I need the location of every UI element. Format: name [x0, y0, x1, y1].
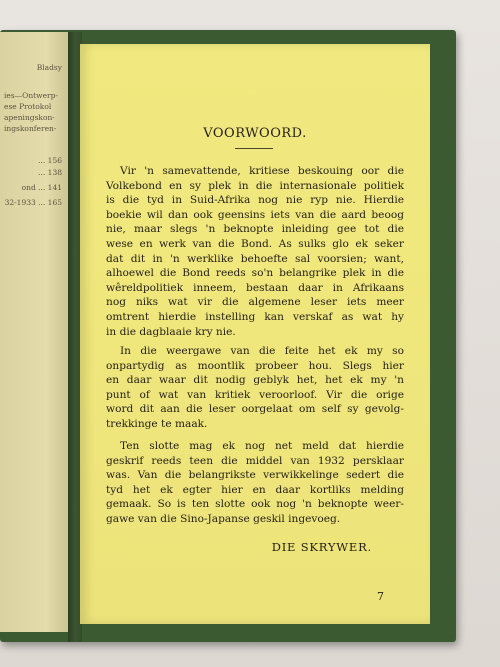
title-divider: [235, 148, 273, 149]
text-line: nog niks wat vir die algemene leser iets meer: [106, 296, 404, 309]
left-page-line: ese Protokol: [4, 102, 52, 111]
left-page-line: 32-1933 ... 165: [4, 198, 62, 207]
text-line: in die dagblaaie kry nie.: [106, 325, 236, 338]
paragraph-1: [106, 164, 404, 339]
text-line: wêreldpolitiek inneem, bestaan daar in Afrikaans: [106, 281, 404, 294]
text-line: gawe van die Sino-Japanse geskil ingevoeg.: [106, 512, 341, 525]
left-page-line: ingskonferen-: [4, 124, 57, 133]
text-line: geskrif reeds teen die middel van 1932 persklaar: [106, 454, 404, 467]
text-line: is die tyd in Suid-Afrika nog nie ryp nie. Hierdie: [106, 194, 404, 207]
text-line: en daar waar dit nodig geblyk het, het ek my 'n: [106, 374, 404, 387]
left-page-line: ies—Ontwerp-: [4, 91, 58, 100]
text-line: trekkinge te maak.: [106, 417, 208, 430]
text-line: Vir 'n samevattende, kritiese beskouing oor die: [120, 165, 404, 177]
text-line: In die weergawe van die feite het ek my so: [120, 345, 404, 357]
text-line: alhoewel die Bond reeds so'n belangrike plek in die: [106, 267, 404, 280]
paragraph-3: [106, 439, 404, 527]
left-page-line: apeningskon-: [4, 113, 55, 122]
page-number: 7: [377, 590, 384, 603]
left-page-line: Bladsy: [36, 63, 62, 72]
text-line: gemaak. So is ten slotte ook nog 'n beknopte weer-: [106, 498, 404, 511]
left-page-line: ... 138: [38, 168, 62, 177]
text-line: nie, maar slegs 'n beknopte inleiding gee tot die: [106, 223, 404, 236]
left-page-contents: [0, 32, 68, 632]
signature: DIE SKRYWER.: [271, 540, 372, 554]
text-line: wese en werk van die Bond. As sulks glo ek seker: [106, 237, 404, 250]
text-line: boekie wil dan ook geensins iets van die aard beoog: [106, 208, 404, 221]
text-line: tyd het ek egter hier en daar kortliks melding: [106, 483, 404, 496]
paragraph-2: [106, 344, 404, 432]
text-line: was. Van die belangrikste verwikkelinge sedert die: [106, 469, 404, 482]
text-line: word dit aan die leser oorgelaat om self sy gevolg-: [106, 403, 404, 416]
text-line: onpartydig as moontlik probeer hou. Slegs hier: [106, 359, 404, 372]
text-line: punt of wat van kritiek veroorloof. Vir die orige: [106, 388, 404, 401]
page-title: VOORWOORD.: [203, 126, 307, 141]
text-line: Volkebond en sy plek in die internasionale politiek: [106, 179, 404, 192]
right-page: [80, 44, 430, 624]
text-line: dat dit in 'n werklike behoefte sal voorsien; want,: [106, 252, 404, 265]
text-line: Ten slotte mag ek nog net meld dat hierdie: [120, 440, 404, 452]
text-line: omtrent hierdie instelling kan verskaf as wat hy: [106, 310, 404, 323]
left-page-line: ond ... 141: [21, 183, 62, 192]
left-page-line: ... 156: [38, 156, 62, 165]
